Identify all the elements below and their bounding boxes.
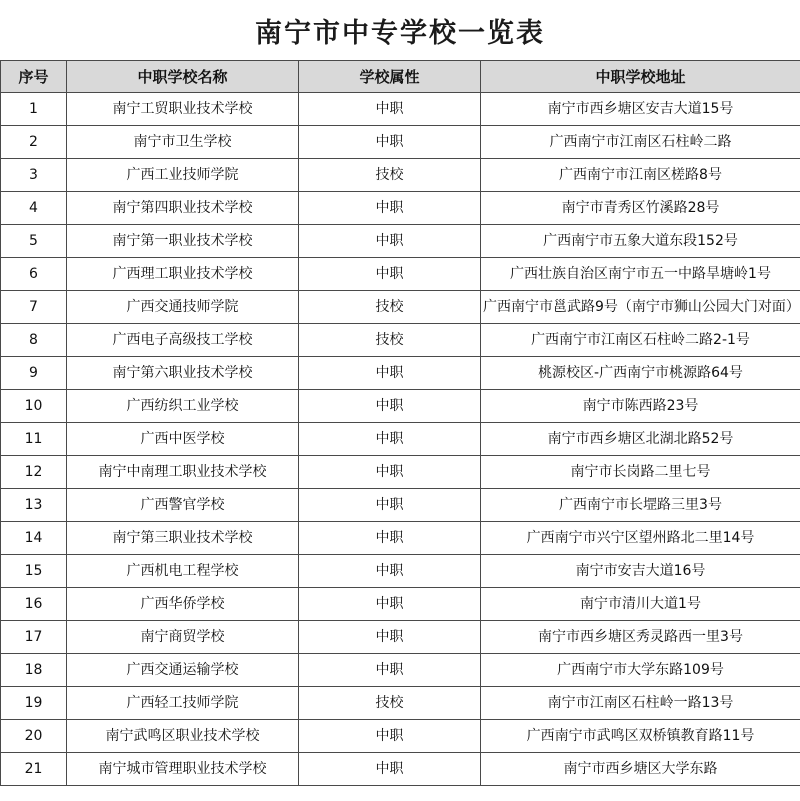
cell-name: 南宁第三职业技术学校 bbox=[67, 522, 299, 555]
cell-no: 16 bbox=[1, 588, 67, 621]
cell-type: 中职 bbox=[299, 126, 481, 159]
cell-no: 20 bbox=[1, 720, 67, 753]
cell-name: 广西中医学校 bbox=[67, 423, 299, 456]
cell-address: 广西壮族自治区南宁市五一中路旱塘岭1号 bbox=[481, 258, 800, 291]
cell-name: 南宁中南理工职业技术学校 bbox=[67, 456, 299, 489]
cell-address: 广西南宁市江南区石柱岭二路 bbox=[481, 126, 800, 159]
header-row bbox=[1, 61, 800, 93]
cell-no: 18 bbox=[1, 654, 67, 687]
cell-type: 中职 bbox=[299, 588, 481, 621]
cell-type: 中职 bbox=[299, 390, 481, 423]
cell-address: 广西南宁市武鸣区双桥镇教育路11号 bbox=[481, 720, 800, 753]
cell-name: 南宁第一职业技术学校 bbox=[67, 225, 299, 258]
table-row bbox=[1, 357, 800, 390]
table-row bbox=[1, 423, 800, 456]
table-row bbox=[1, 324, 800, 357]
cell-no: 5 bbox=[1, 225, 67, 258]
cell-name: 南宁第四职业技术学校 bbox=[67, 192, 299, 225]
cell-address: 广西南宁市兴宁区望州路北二里14号 bbox=[481, 522, 800, 555]
cell-name: 广西电子高级技工学校 bbox=[67, 324, 299, 357]
table-row bbox=[1, 621, 800, 654]
cell-name: 广西华侨学校 bbox=[67, 588, 299, 621]
page-title: 南宁市中专学校一览表 bbox=[255, 17, 545, 49]
cell-no: 17 bbox=[1, 621, 67, 654]
cell-name: 广西机电工程学校 bbox=[67, 555, 299, 588]
cell-no: 15 bbox=[1, 555, 67, 588]
cell-address: 广西南宁市五象大道东段152号 bbox=[481, 225, 800, 258]
cell-address: 广西南宁市长堽路三里3号 bbox=[481, 489, 800, 522]
cell-name: 广西交通技师学院 bbox=[67, 291, 299, 324]
cell-address: 广西南宁市江南区石柱岭二路2-1号 bbox=[481, 324, 800, 357]
cell-type: 中职 bbox=[299, 489, 481, 522]
cell-address: 南宁市西乡塘区大学东路 bbox=[481, 753, 800, 786]
cell-name: 南宁武鸣区职业技术学校 bbox=[67, 720, 299, 753]
cell-address: 广西南宁市邕武路9号（南宁市狮山公园大门对面） bbox=[481, 291, 800, 324]
table-row bbox=[1, 588, 800, 621]
cell-type: 技校 bbox=[299, 291, 481, 324]
cell-no: 12 bbox=[1, 456, 67, 489]
table-row bbox=[1, 720, 800, 753]
cell-type: 中职 bbox=[299, 456, 481, 489]
table-row bbox=[1, 654, 800, 687]
cell-type: 中职 bbox=[299, 357, 481, 390]
table-row bbox=[1, 489, 800, 522]
header-name: 中职学校名称 bbox=[67, 61, 299, 93]
cell-address: 南宁市西乡塘区秀灵路西一里3号 bbox=[481, 621, 800, 654]
table-row bbox=[1, 225, 800, 258]
cell-address: 南宁市西乡塘区安吉大道15号 bbox=[481, 93, 800, 126]
cell-address: 南宁市长岗路二里七号 bbox=[481, 456, 800, 489]
cell-type: 中职 bbox=[299, 192, 481, 225]
cell-name: 广西警官学校 bbox=[67, 489, 299, 522]
cell-no: 10 bbox=[1, 390, 67, 423]
table-row bbox=[1, 192, 800, 225]
cell-type: 技校 bbox=[299, 324, 481, 357]
cell-no: 3 bbox=[1, 159, 67, 192]
cell-type: 中职 bbox=[299, 720, 481, 753]
table-row bbox=[1, 93, 800, 126]
cell-name: 广西工业技师学院 bbox=[67, 159, 299, 192]
cell-no: 21 bbox=[1, 753, 67, 786]
cell-type: 技校 bbox=[299, 159, 481, 192]
table-row bbox=[1, 258, 800, 291]
cell-type: 中职 bbox=[299, 225, 481, 258]
cell-no: 9 bbox=[1, 357, 67, 390]
table-row bbox=[1, 456, 800, 489]
cell-address: 桃源校区-广西南宁市桃源路64号 bbox=[481, 357, 800, 390]
table-row bbox=[1, 555, 800, 588]
cell-no: 14 bbox=[1, 522, 67, 555]
header-no: 序号 bbox=[1, 61, 67, 93]
cell-no: 4 bbox=[1, 192, 67, 225]
header-type: 学校属性 bbox=[299, 61, 481, 93]
table-row bbox=[1, 753, 800, 786]
cell-no: 1 bbox=[1, 93, 67, 126]
table-row bbox=[1, 126, 800, 159]
cell-name: 南宁工贸职业技术学校 bbox=[67, 93, 299, 126]
table-row bbox=[1, 522, 800, 555]
cell-no: 11 bbox=[1, 423, 67, 456]
table-row bbox=[1, 291, 800, 324]
cell-type: 中职 bbox=[299, 423, 481, 456]
cell-no: 7 bbox=[1, 291, 67, 324]
cell-type: 中职 bbox=[299, 654, 481, 687]
cell-address: 南宁市江南区石柱岭一路13号 bbox=[481, 687, 800, 720]
cell-name: 南宁第六职业技术学校 bbox=[67, 357, 299, 390]
table-row bbox=[1, 687, 800, 720]
cell-type: 中职 bbox=[299, 522, 481, 555]
cell-name: 广西纺织工业学校 bbox=[67, 390, 299, 423]
cell-type: 技校 bbox=[299, 687, 481, 720]
cell-name: 广西理工职业技术学校 bbox=[67, 258, 299, 291]
cell-address: 南宁市青秀区竹溪路28号 bbox=[481, 192, 800, 225]
cell-address: 广西南宁市大学东路109号 bbox=[481, 654, 800, 687]
cell-no: 19 bbox=[1, 687, 67, 720]
cell-no: 8 bbox=[1, 324, 67, 357]
cell-address: 南宁市西乡塘区北湖北路52号 bbox=[481, 423, 800, 456]
cell-no: 2 bbox=[1, 126, 67, 159]
cell-type: 中职 bbox=[299, 753, 481, 786]
cell-name: 广西交通运输学校 bbox=[67, 654, 299, 687]
cell-address: 南宁市安吉大道16号 bbox=[481, 555, 800, 588]
header-address: 中职学校地址 bbox=[481, 61, 800, 93]
cell-address: 广西南宁市江南区槎路8号 bbox=[481, 159, 800, 192]
cell-type: 中职 bbox=[299, 621, 481, 654]
cell-address: 南宁市陈西路23号 bbox=[481, 390, 800, 423]
table-row bbox=[1, 390, 800, 423]
school-table bbox=[0, 60, 800, 786]
cell-type: 中职 bbox=[299, 555, 481, 588]
cell-no: 13 bbox=[1, 489, 67, 522]
cell-name: 南宁城市管理职业技术学校 bbox=[67, 753, 299, 786]
cell-address: 南宁市清川大道1号 bbox=[481, 588, 800, 621]
cell-name: 南宁市卫生学校 bbox=[67, 126, 299, 159]
cell-name: 南宁商贸学校 bbox=[67, 621, 299, 654]
table-row bbox=[1, 159, 800, 192]
cell-no: 6 bbox=[1, 258, 67, 291]
cell-name: 广西轻工技师学院 bbox=[67, 687, 299, 720]
cell-type: 中职 bbox=[299, 93, 481, 126]
cell-type: 中职 bbox=[299, 258, 481, 291]
